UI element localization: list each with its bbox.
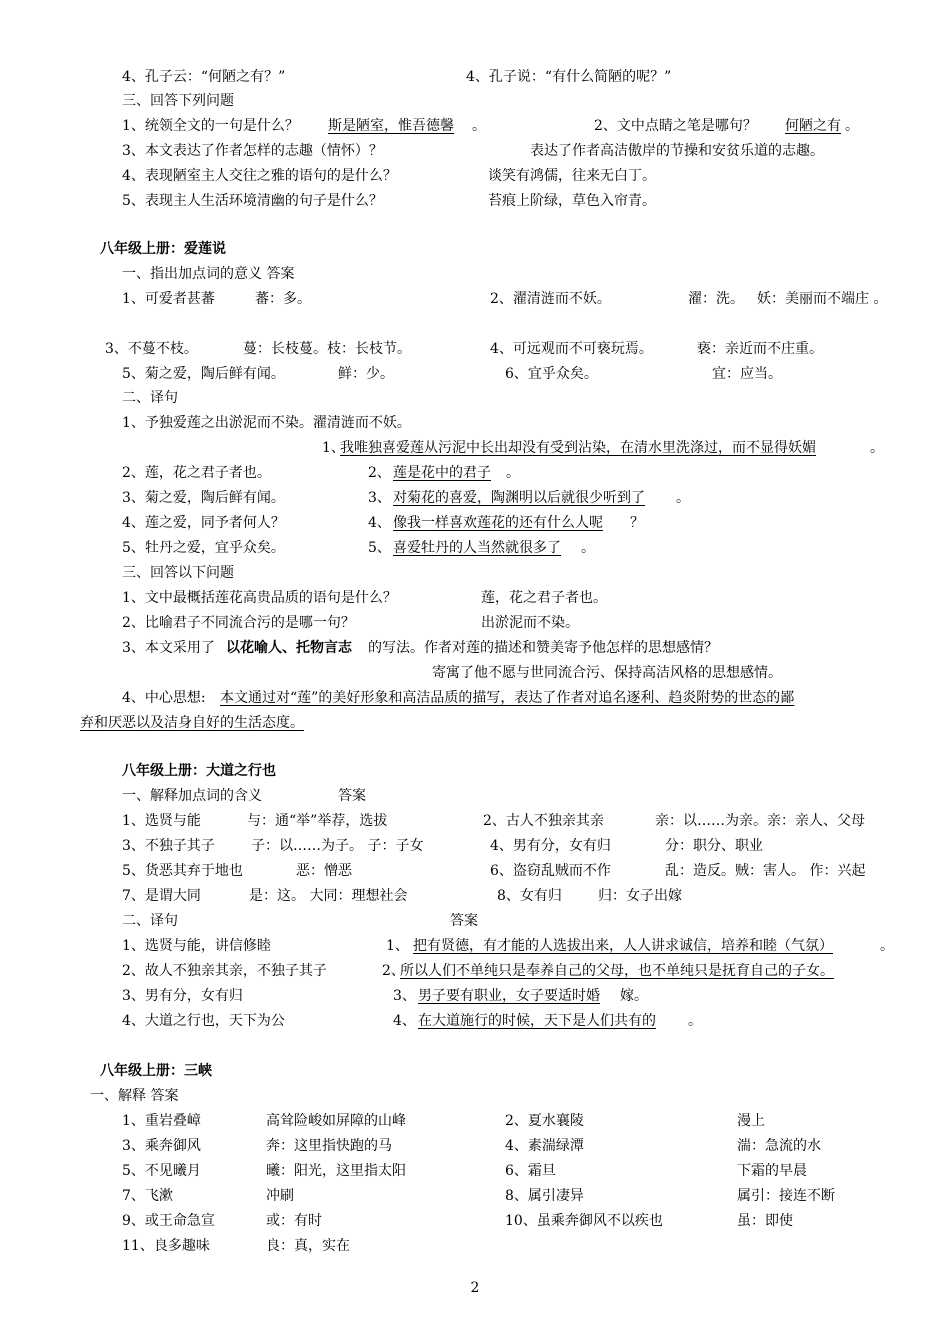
text-line: 妖：美丽而不端庄 。 bbox=[757, 291, 888, 307]
text-line: 1、重岩叠嶂 bbox=[122, 1113, 201, 1129]
text-line: 3、 bbox=[368, 490, 391, 506]
text-line: 归：女子出嫁 bbox=[598, 888, 682, 904]
text-line: 2、文中点睛之笔是哪句？ bbox=[594, 118, 757, 134]
text-line: 苔痕上阶绿，草色入帘青。 bbox=[488, 193, 656, 209]
text-line: 4、可远观而不可亵玩焉。 bbox=[490, 341, 653, 357]
text-line: 在大道施行的时候，天下是人们共有的 bbox=[418, 1013, 656, 1029]
text-line: 湍：急流的水 bbox=[737, 1138, 821, 1154]
text-line: 。 bbox=[688, 1013, 702, 1029]
text-line: 把有贤德，有才能的人选拔出来，人人讲求诚信，培养和睦（气氛） bbox=[413, 938, 833, 954]
text-line: 2、夏水襄陵 bbox=[505, 1113, 584, 1129]
text-line: 下霜的早晨 bbox=[737, 1163, 807, 1179]
text-line: 斯是陋室，惟吾德馨 bbox=[328, 118, 454, 134]
text-line: 或：有时 bbox=[266, 1213, 322, 1229]
text-line: 像我一样喜欢莲花的还有什么人呢 bbox=[393, 515, 603, 531]
text-line: 虽：即使 bbox=[737, 1213, 793, 1229]
text-line: 莲是花中的君子 bbox=[393, 465, 491, 481]
text-line: 1、 bbox=[322, 440, 345, 456]
text-line: 子：以……为子。 子：子女 bbox=[251, 838, 424, 854]
text-line: 濯：洗。 bbox=[688, 291, 744, 307]
text-line: 一、解释 答案 bbox=[90, 1088, 179, 1104]
text-line: 2、莲，花之君子者也。 bbox=[122, 465, 271, 481]
text-line: 二、译句 bbox=[122, 913, 178, 929]
text-line: 11、良多趣味 bbox=[122, 1238, 210, 1254]
text-line: 。 bbox=[870, 440, 884, 456]
text-line: 是：这。 大同：理想社会 bbox=[249, 888, 408, 904]
text-line: 3、乘奔御风 bbox=[122, 1138, 201, 1154]
text-line: 出淤泥而不染。 bbox=[481, 615, 579, 631]
text-line: 2、 bbox=[382, 963, 405, 979]
text-line: 谈笑有鸿儒，往来无白丁。 bbox=[488, 168, 656, 184]
text-line: ？ bbox=[630, 515, 644, 531]
text-line: 4、孔子说：“有什么简陋的呢？” bbox=[466, 69, 672, 85]
text-line: 4、孔子云：“何陋之有？” bbox=[122, 69, 286, 85]
text-line: 三、回答下列问题 bbox=[122, 93, 234, 109]
text-line: 。 bbox=[676, 490, 690, 506]
text-line: 亲：以……为亲。亲：亲人、父母 bbox=[655, 813, 865, 829]
text-line: 5、 bbox=[368, 540, 391, 556]
text-line: 8、属引凄异 bbox=[505, 1188, 584, 1204]
text-line: 一、解释加点词的含义 bbox=[122, 788, 262, 804]
text-line: 嫁。 bbox=[620, 988, 648, 1004]
text-line: 亵：亲近而不庄重。 bbox=[697, 341, 823, 357]
text-line: 对菊花的喜爱，陶渊明以后就很少听到了 bbox=[393, 490, 645, 506]
text-line: 3、菊之爱，陶后鲜有闻。 bbox=[122, 490, 285, 506]
text-line: 2、故人不独亲其亲，不独子其子 bbox=[122, 963, 327, 979]
text-line: 分：职分、职业 bbox=[665, 838, 763, 854]
text-line: 所以人们不单纯只是奉养自己的父母，也不单纯只是抚育自己的子女。 bbox=[400, 963, 834, 979]
text-line: 2、比喻君子不同流合污的是哪一句？ bbox=[122, 615, 355, 631]
text-line: 6、霜旦 bbox=[505, 1163, 556, 1179]
text-line: 4、素湍绿潭 bbox=[505, 1138, 584, 1154]
text-line: 10、虽乘奔御风不以疾也 bbox=[505, 1213, 663, 1229]
text-line: 我唯独喜爱莲从污泥中长出却没有受到沾染，在清水里洗涤过，而不显得妖媚 bbox=[340, 440, 816, 456]
text-line: 属引：接连不断 bbox=[737, 1188, 835, 1204]
text-line: 2、濯清涟而不妖。 bbox=[490, 291, 611, 307]
text-line: 的写法。作者对莲的描述和赞美寄予他怎样的思想感情？ bbox=[368, 640, 718, 656]
text-line: 4、大道之行也，天下为公 bbox=[122, 1013, 285, 1029]
text-line: 三、回答以下问题 bbox=[122, 565, 234, 581]
text-line: 5、货恶其弃于地也 bbox=[122, 863, 243, 879]
text-line: 9、或王命急宣 bbox=[122, 1213, 215, 1229]
text-line: 何陋之有 bbox=[785, 118, 841, 134]
text-line: 3、男有分，女有归 bbox=[122, 988, 243, 1004]
text-line: 4、男有分，女有归 bbox=[490, 838, 611, 854]
text-line: 3、不蔓不枝。 bbox=[105, 341, 198, 357]
text-line: 7、是谓大同 bbox=[122, 888, 201, 904]
text-line: 3、 bbox=[393, 988, 416, 1004]
text-line: 4、 bbox=[368, 515, 391, 531]
text-line: 恶：憎恶 bbox=[296, 863, 352, 879]
text-line: 答案 bbox=[450, 913, 478, 929]
text-line: 1、 bbox=[386, 938, 409, 954]
text-line: 2、古人不独亲其亲 bbox=[483, 813, 604, 829]
text-line: 本文通过对“莲”的美好形象和高洁品质的描写，表达了作者对追名逐利、趋炎附势的世态的鄙 bbox=[220, 690, 795, 706]
text-line: 良：真，实在 bbox=[266, 1238, 350, 1254]
text-line: 莲，花之君子者也。 bbox=[481, 590, 607, 606]
text-line: 。 bbox=[880, 938, 894, 954]
text-line: 5、菊之爱，陶后鲜有闻。 bbox=[122, 366, 285, 382]
text-line: 与：通“举”举荐，选拔 bbox=[247, 813, 388, 829]
text-line: 二、译句 bbox=[122, 390, 178, 406]
text-line: 3、本文采用了 bbox=[122, 640, 215, 656]
text-line: 4、莲之爱，同予者何人？ bbox=[122, 515, 285, 531]
text-line: 5、牡丹之爱，宜乎众矣。 bbox=[122, 540, 285, 556]
text-line: 7、飞漱 bbox=[122, 1188, 173, 1204]
text-line: 1、可爱者甚蕃 bbox=[122, 291, 215, 307]
text-line: 答案 bbox=[338, 788, 366, 804]
text-line: 4、 bbox=[393, 1013, 416, 1029]
text-line: 。 bbox=[506, 465, 520, 481]
text-line: 鲜：少。 bbox=[338, 366, 394, 382]
text-line: 宜：应当。 bbox=[712, 366, 782, 382]
text-line: 。 bbox=[472, 118, 486, 134]
text-line: 一、指出加点词的意义 答案 bbox=[122, 266, 295, 282]
section-heading: 八年级上册：三峡 bbox=[100, 1063, 212, 1079]
text-line: 3、不独子其子 bbox=[122, 838, 215, 854]
text-line: 8、女有归 bbox=[497, 888, 562, 904]
text-line: 1、选贤与能 bbox=[122, 813, 201, 829]
text-line: 漫上 bbox=[737, 1113, 765, 1129]
text-line: 蔓：长枝蔓。枝：长枝节。 bbox=[243, 341, 411, 357]
text-line: 高耸险峻如屏障的山峰 bbox=[266, 1113, 406, 1129]
text-line: 1、统领全文的一句是什么？ bbox=[122, 118, 299, 134]
text-line: 4、表现陋室主人交往之雅的语句的是什么？ bbox=[122, 168, 397, 184]
text-line: 曦：阳光，这里指太阳 bbox=[266, 1163, 406, 1179]
text-line: 6、宜乎众矣。 bbox=[505, 366, 598, 382]
text-line: 3、本文表达了作者怎样的志趣（情怀）？ bbox=[122, 143, 383, 159]
text-line: 。 bbox=[581, 540, 595, 556]
text-line: 1、予独爱莲之出淤泥而不染。濯清涟而不妖。 bbox=[122, 415, 411, 431]
text-line: 1、文中最概括莲花高贵品质的语句是什么？ bbox=[122, 590, 397, 606]
section-heading: 以花喻人、托物言志 bbox=[226, 640, 352, 656]
page-number: 2 bbox=[470, 1280, 480, 1296]
text-line: 弃和厌恶以及洁身自好的生活态度。 bbox=[80, 715, 304, 731]
section-heading: 八年级上册：大道之行也 bbox=[122, 763, 276, 779]
text-line: 男子要有职业，女子要适时婚 bbox=[418, 988, 600, 1004]
section-heading: 八年级上册：爱莲说 bbox=[100, 241, 226, 257]
text-line: 2、 bbox=[368, 465, 391, 481]
text-line: 4、中心思想: bbox=[122, 690, 206, 706]
text-line: 冲刷 bbox=[266, 1188, 294, 1204]
text-line: 6、盗窃乱贼而不作 bbox=[490, 863, 611, 879]
text-line: 1、选贤与能，讲信修睦 bbox=[122, 938, 271, 954]
text-line: 蕃：多。 bbox=[255, 291, 311, 307]
text-line: 奔：这里指快跑的马 bbox=[266, 1138, 392, 1154]
text-line: 表达了作者高洁傲岸的节操和安贫乐道的志趣。 bbox=[530, 143, 824, 159]
text-line: 寄寓了他不愿与世同流合污、保持高洁风格的思想感情。 bbox=[432, 665, 782, 681]
text-line: 5、表现主人生活环境清幽的句子是什么？ bbox=[122, 193, 383, 209]
text-line: 喜爱牡丹的人当然就很多了 bbox=[393, 540, 561, 556]
text-line: 。 bbox=[845, 118, 859, 134]
text-line: 乱：造反。贼：害人。 作：兴起 bbox=[665, 863, 866, 879]
text-line: 5、不见曦月 bbox=[122, 1163, 201, 1179]
